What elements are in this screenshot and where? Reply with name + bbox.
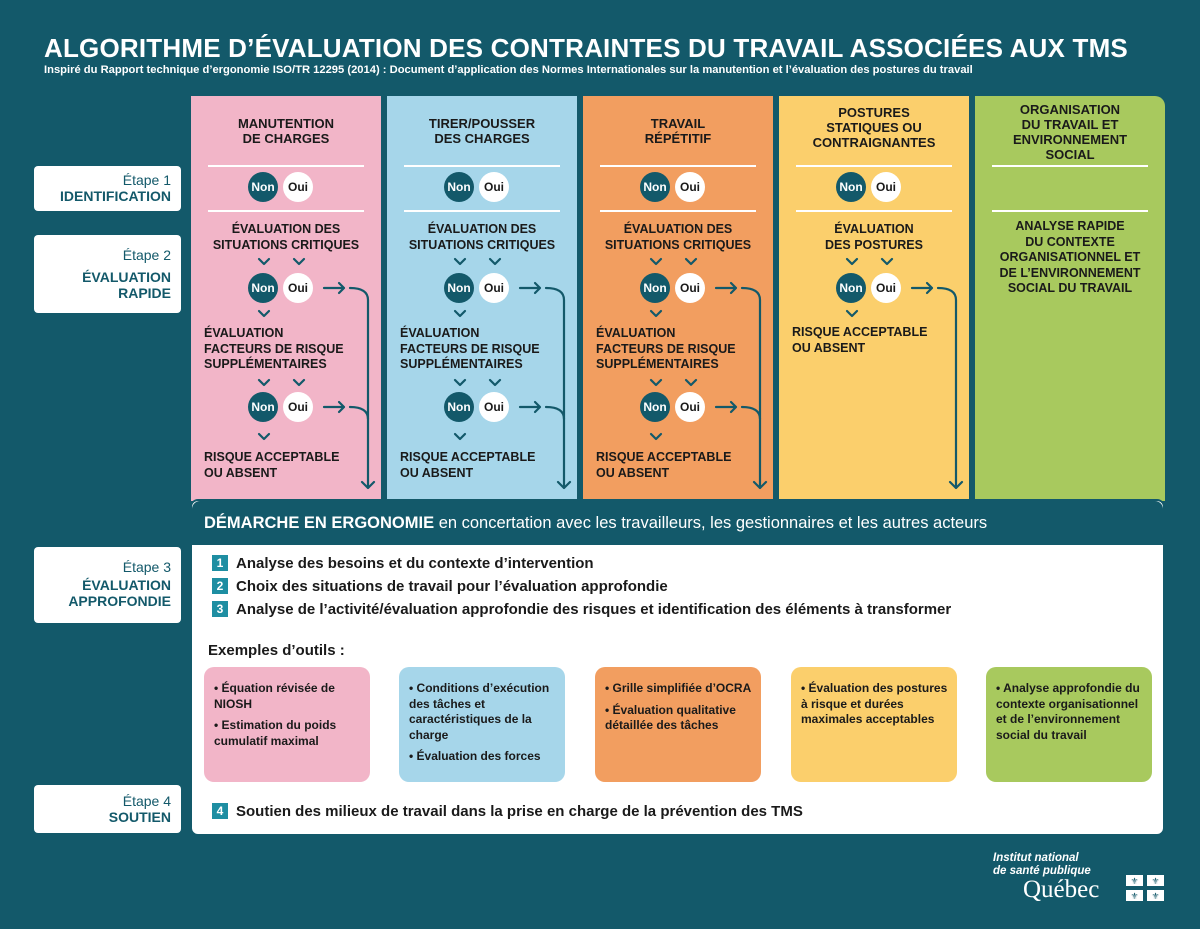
non-pill: Non xyxy=(248,273,278,303)
oui-pill: Oui xyxy=(479,172,509,202)
step-1-name: IDENTIFICATION xyxy=(60,188,171,204)
text-line: OU ABSENT xyxy=(204,465,278,480)
svg-text:⚜: ⚜ xyxy=(1151,892,1160,901)
arrow-right-icon xyxy=(324,283,932,412)
non-pill: Non xyxy=(444,172,474,202)
step-3-label: Étape 3 xyxy=(122,559,171,575)
logo-line-3: Québec xyxy=(1023,876,1100,903)
text-line: ÉVALUATION DES xyxy=(231,222,341,236)
column-1-heading-line-1: MANUTENTION xyxy=(237,116,335,131)
oui-pill: Oui xyxy=(675,273,705,303)
non-pill: Non xyxy=(836,273,866,303)
text-line: FACTEURS DE RISQUE xyxy=(400,341,540,356)
tool-item: • Analyse approfondie du contexte organisationnel et de l’environnement social du travail xyxy=(996,681,1140,742)
text-line: OU ABSENT xyxy=(400,465,474,480)
text-line: RISQUE ACCEPTABLE xyxy=(792,325,928,339)
text-line: ÉVALUATION xyxy=(596,326,676,340)
svg-text:⚜: ⚜ xyxy=(1151,877,1160,887)
oui-pill: Oui xyxy=(479,392,509,422)
page-title: ALGORITHME D’ÉVALUATION DES CONTRAINTES DU TRAVAIL ASSOCIÉES AUX TMS xyxy=(44,33,1128,63)
tool-item: • Évaluation des forces xyxy=(409,749,541,763)
chevron-down-icon xyxy=(259,259,892,264)
text-line: ÉVALUATION xyxy=(204,326,284,340)
text-line: FACTEURS DE RISQUE xyxy=(204,341,344,356)
step-3-name-2: APPROFONDIE xyxy=(68,593,171,609)
text-line: OU ABSENT xyxy=(596,465,670,480)
oui-pill: Oui xyxy=(283,392,313,422)
column-4-heading-line-3: CONTRAIGNANTES xyxy=(812,135,936,150)
tool-box-travail-repetitif xyxy=(595,667,761,782)
oui-pill: Oui xyxy=(283,273,313,303)
svg-text:⚜: ⚜ xyxy=(1130,877,1139,887)
number-badge: 2 xyxy=(212,578,228,594)
column-5-heading-line-1: ORGANISATION xyxy=(1019,102,1121,117)
tool-box-postures xyxy=(791,667,957,782)
tool-item: • Évaluation qualitative détaillée des tâches xyxy=(605,702,736,732)
panel-header-text xyxy=(204,514,987,533)
text-line: SUPPLÉMENTAIRES xyxy=(596,357,719,371)
text-line: SITUATIONS CRITIQUES xyxy=(212,237,360,252)
connector-line xyxy=(350,288,962,488)
panel-item-text: Analyse des besoins et du contexte d’intervention xyxy=(236,555,594,572)
text-line: FACTEURS DE RISQUE xyxy=(596,341,736,356)
step-1-label: Étape 1 xyxy=(122,172,171,188)
non-pill: Non xyxy=(836,172,866,202)
step-3-name-1: ÉVALUATION xyxy=(82,577,171,593)
column-5-heading-line-3: ENVIRONNEMENT xyxy=(1012,132,1128,147)
tool-box-manutention xyxy=(204,667,370,782)
oui-pill: Oui xyxy=(479,273,509,303)
oui-pill: Oui xyxy=(871,273,901,303)
number-badge: 1 xyxy=(212,555,228,571)
oui-pill: Oui xyxy=(675,172,705,202)
column-4-heading-line-2: STATIQUES OU xyxy=(826,120,922,135)
tool-item: • Évaluation des postures à risque et durées maximales acceptables xyxy=(801,681,948,726)
tool-item: • Grille simplifiée d’OCRA xyxy=(605,681,752,695)
non-pill: Non xyxy=(444,392,474,422)
non-pill: Non xyxy=(640,273,670,303)
column-2-heading-line-2: DES CHARGES xyxy=(434,131,530,146)
panel-item-2 xyxy=(212,578,668,595)
oui-pill: Oui xyxy=(871,172,901,202)
text-line: SUPPLÉMENTAIRES xyxy=(204,357,327,371)
text-line: ORGANISATIONNEL ET xyxy=(999,250,1141,264)
column-5-heading-line-4: SOCIAL xyxy=(1045,147,1095,162)
tool-item: • Équation révisée de NIOSH xyxy=(214,681,335,711)
panel-header xyxy=(192,501,1163,545)
column-3-heading-line-2: RÉPÉTITIF xyxy=(644,131,712,146)
logo-line-2: de santé publique xyxy=(993,864,1091,877)
text-line: SOCIAL DU TRAVAIL xyxy=(1007,281,1133,295)
oui-pill: Oui xyxy=(675,392,705,422)
text-line: ÉVALUATION xyxy=(834,222,914,236)
non-pill: Non xyxy=(640,392,670,422)
text-line: ÉVALUATION DES xyxy=(623,222,733,236)
step-4-label: Étape 4 xyxy=(122,793,171,809)
step-2-label: Étape 2 xyxy=(122,247,171,263)
panel-header-bold: DÉMARCHE EN ERGONOMIE xyxy=(204,514,435,532)
text-line: DU CONTEXTE xyxy=(1025,234,1115,249)
svg-text:⚜: ⚜ xyxy=(1130,892,1139,901)
oui-pill: Oui xyxy=(283,172,313,202)
text-line: ANALYSE RAPIDE xyxy=(1015,219,1125,233)
tools-label: Exemples d’outils : xyxy=(208,642,345,659)
number-badge: 4 xyxy=(212,803,228,819)
text-line: ÉVALUATION xyxy=(400,326,480,340)
arrow-paths xyxy=(259,259,962,488)
column-2-heading-line-1: TIRER/POUSSER xyxy=(428,116,536,131)
tool-box-tirer-pousser xyxy=(399,667,565,782)
panel-item-text: Choix des situations de travail pour l’évaluation approfondie xyxy=(236,578,668,595)
non-pill: Non xyxy=(444,273,474,303)
column-4-heading-line-1: POSTURES xyxy=(838,105,910,120)
column-5-heading-line-2: DU TRAVAIL ET xyxy=(1021,117,1119,132)
column-3-heading-line-1: TRAVAIL xyxy=(650,116,706,131)
number-badge: 3 xyxy=(212,601,228,617)
text-line: OU ABSENT xyxy=(792,340,866,355)
tool-item: • Estimation du poids cumulatif maximal xyxy=(214,718,337,748)
panel-header-rest: en concertation avec les travailleurs, les gestionnaires et les autres acteurs xyxy=(434,514,988,532)
non-pill: Non xyxy=(248,392,278,422)
text-line: RISQUE ACCEPTABLE xyxy=(204,450,340,464)
chevron-down-icon xyxy=(259,311,857,439)
page-subtitle: Inspiré du Rapport technique d’ergonomie ISO/TR 12295 (2014) : Document d’application des Normes Internationales sur la manutention et l’évaluation des postures du travail xyxy=(44,64,973,76)
panel-item-4 xyxy=(212,803,803,820)
tool-item: • Conditions d’exécution des tâches et caractéristiques de la charge xyxy=(409,681,550,742)
step-2-name-1: ÉVALUATION xyxy=(82,269,171,285)
tool-box-organisation xyxy=(986,667,1152,782)
panel-item-text: Soutien des milieux de travail dans la prise en charge de la prévention des TMS xyxy=(236,803,803,820)
demarche-ergonomie-panel xyxy=(190,499,1165,836)
text-line: DE L’ENVIRONNEMENT xyxy=(999,265,1141,280)
panel-item-3 xyxy=(212,601,951,618)
step-4-name: SOUTIEN xyxy=(108,809,171,825)
quebec-flag-icon xyxy=(1126,875,1164,901)
non-pill: Non xyxy=(248,172,278,202)
text-line: SITUATIONS CRITIQUES xyxy=(604,237,752,252)
logo-line-1: Institut national xyxy=(993,852,1079,864)
text-line: SUPPLÉMENTAIRES xyxy=(400,357,523,371)
text-line: RISQUE ACCEPTABLE xyxy=(400,450,536,464)
inspq-logo xyxy=(993,852,1173,912)
panel-item-text: Analyse de l’activité/évaluation approfondie des risques et identification des éléments à transformer xyxy=(236,601,952,618)
column-1-heading-line-2: DE CHARGES xyxy=(242,131,330,146)
text-line: DES POSTURES xyxy=(825,237,923,252)
non-pill: Non xyxy=(640,172,670,202)
step-2-name-2: RAPIDE xyxy=(118,285,171,301)
text-line: ÉVALUATION DES xyxy=(427,222,537,236)
panel-item-1 xyxy=(212,555,594,572)
text-line: RISQUE ACCEPTABLE xyxy=(596,450,732,464)
text-line: SITUATIONS CRITIQUES xyxy=(408,237,556,252)
